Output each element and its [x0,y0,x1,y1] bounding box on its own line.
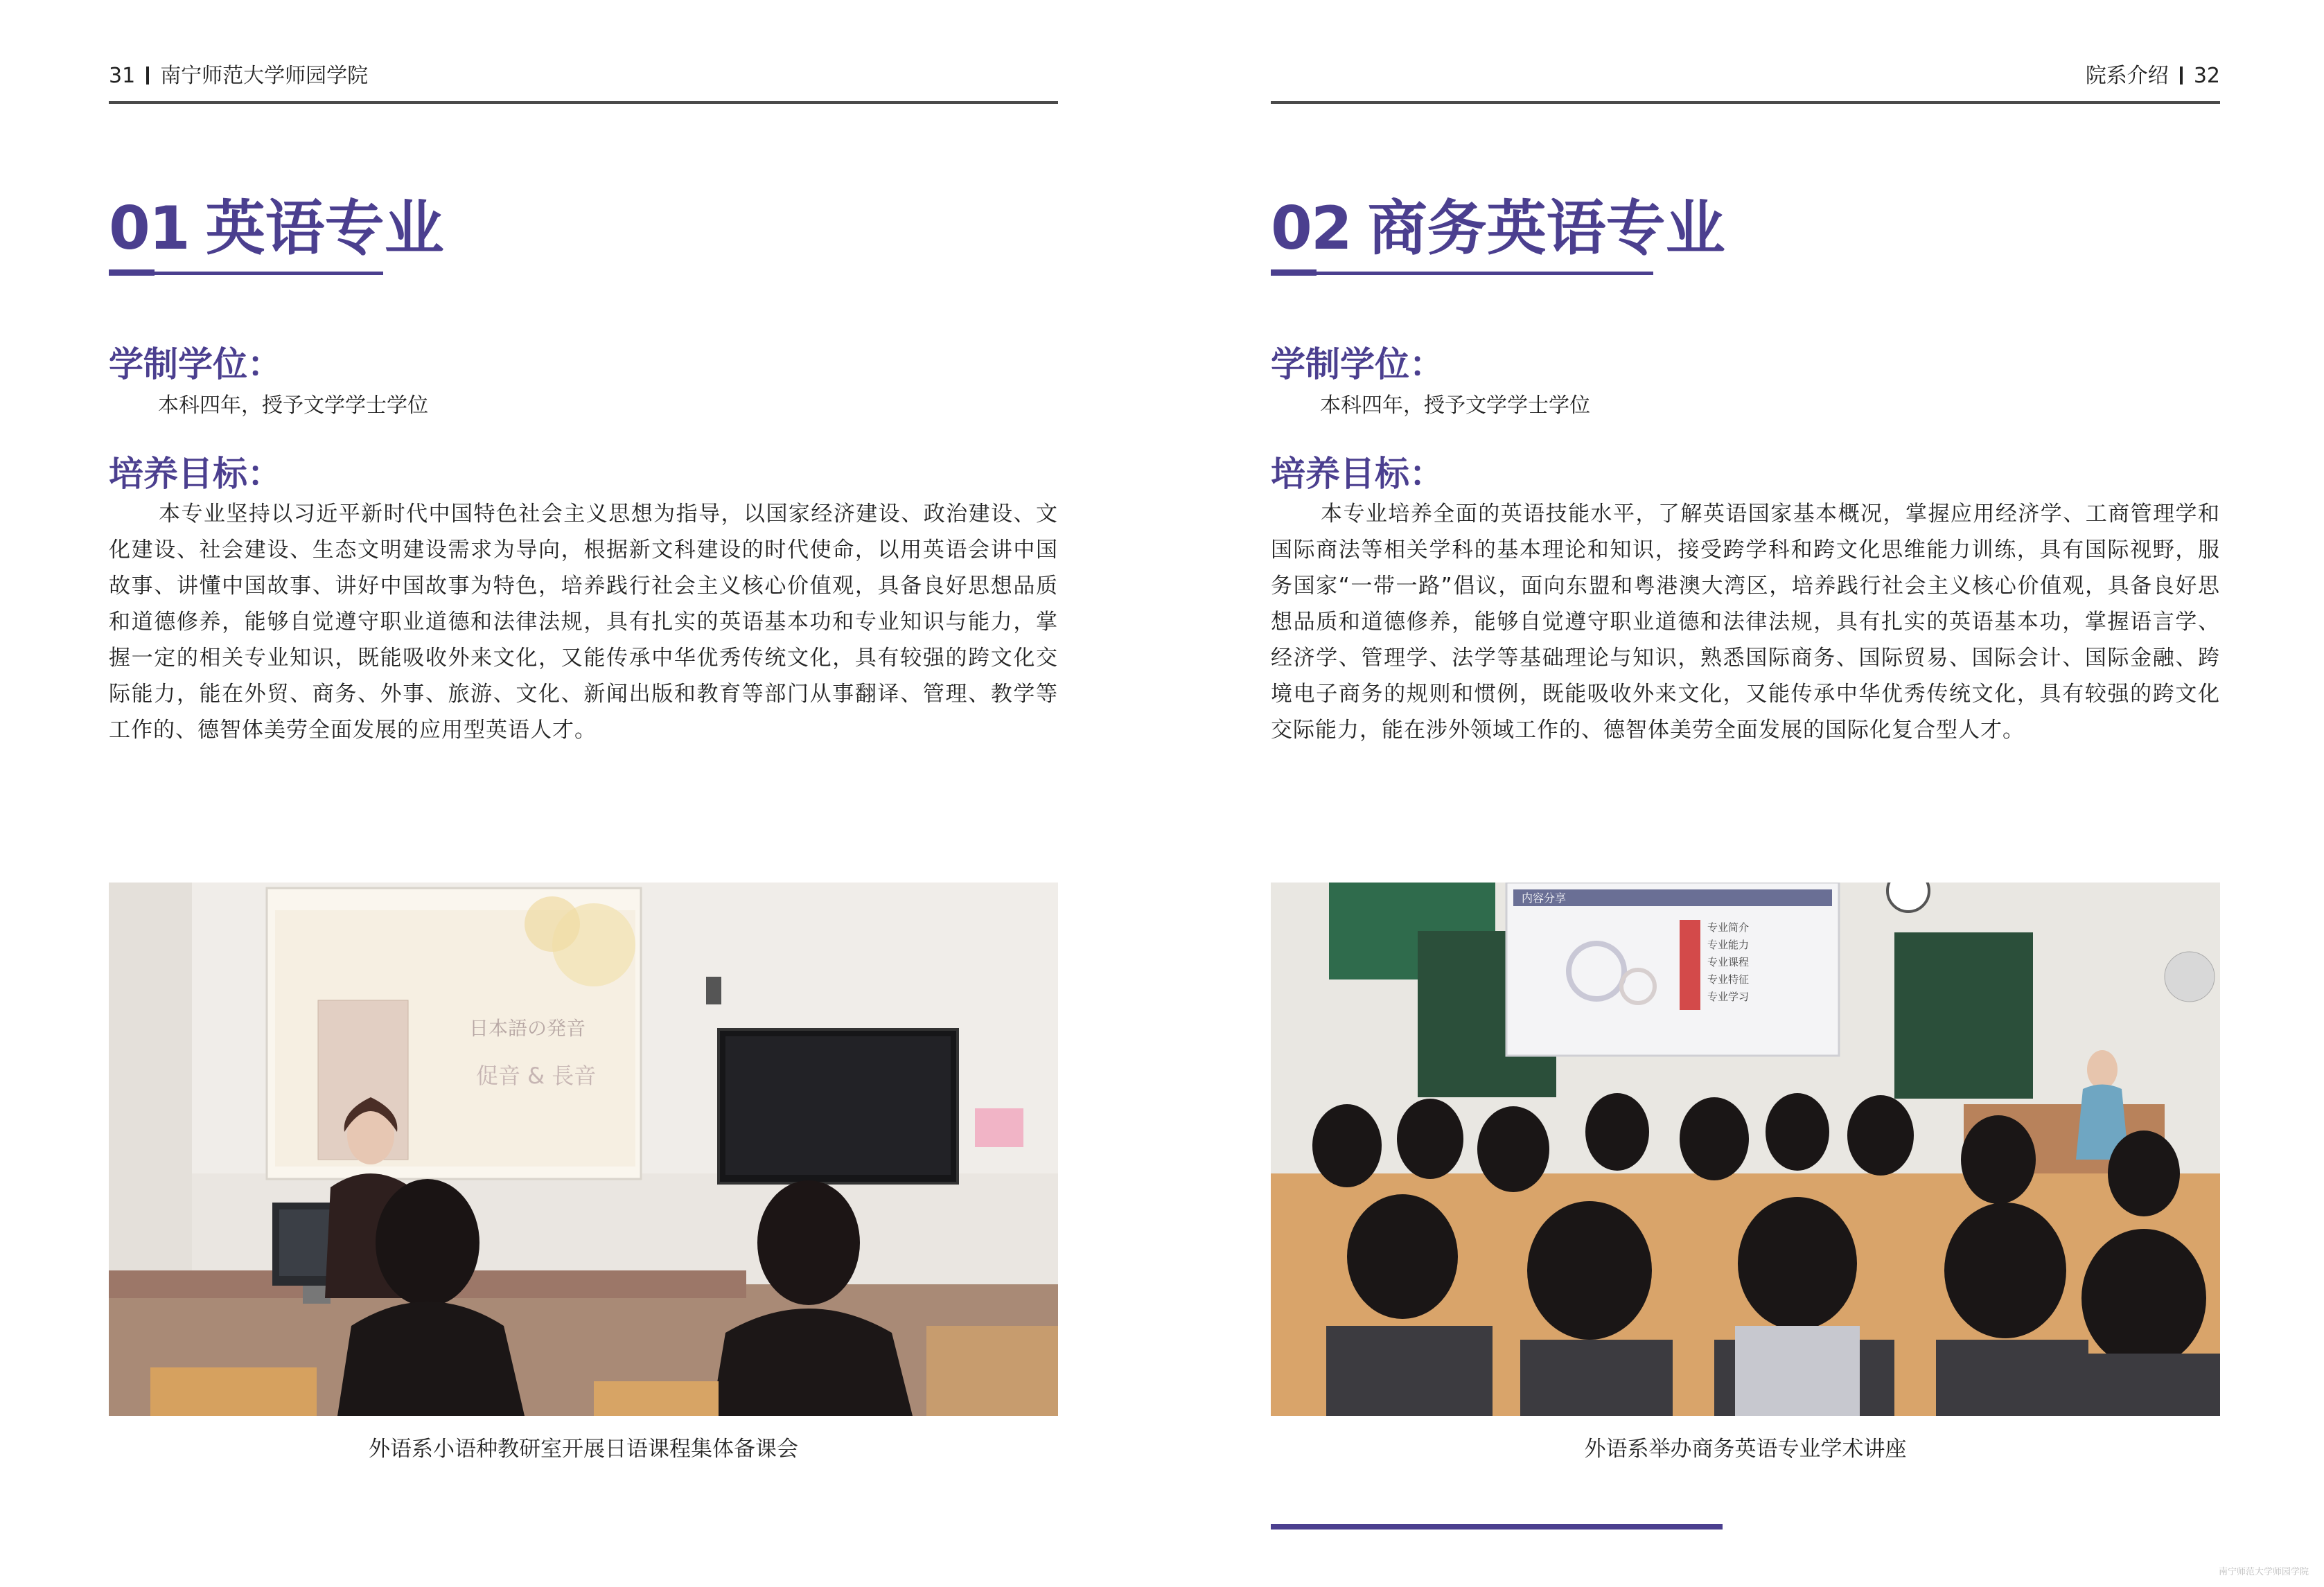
page-number: 32 [2193,64,2220,88]
header-rule [1271,101,2220,104]
degree-text: 本科四年，授予文学学士学位 [158,393,428,418]
slide-item: 专业能力 [1707,939,1750,951]
major-name: 商务英语专业 [1367,194,1725,263]
page-header [1271,58,2220,93]
watermark: 南宁师范大学师园学院 [2218,1567,2309,1577]
school-name: 南宁师范大学师园学院 [160,64,369,88]
right-page [1162,0,2324,1587]
slide-item: 专业特征 [1707,973,1750,986]
degree-heading: 学制学位： [1271,344,1444,384]
header-rule [109,101,1058,104]
goal-heading: 培养目标： [1271,454,1444,494]
section-name: 院系介绍 [2085,64,2169,88]
slide-subtitle: 促音 & 長音 [476,1063,597,1089]
slide-title: 日本語の発音 [469,1017,586,1040]
header-separator [2180,67,2183,85]
degree-heading: 学制学位： [109,344,282,384]
photo-caption: 外语系举办商务英语专业学术讲座 [1584,1437,1907,1462]
major-title [109,194,444,263]
footer-accent-line [1271,1524,1723,1530]
major-title [1271,194,1725,263]
photo-japanese-meeting [109,883,1058,1416]
goal-text: 本专业坚持以习近平新时代中国特色社会主义思想为指导，以国家经济建设、政治建设、文化建设、社会建设、生态文明建设需求为导向，根据新文科建设的时代使命，以用英语会讲中国故事、讲懂中国故事、讲好中国故事为特色，培养践行社会主义核心价值观，具备良好思想品质和道德修养，能够自觉遵守职业道德和法律法规，具有扎实的英语基本功和专业知识与能力，掌握一定的相关专业知识，既能吸收外来文化，又能传承中华优秀传统文化，具有较强的跨文化交际能力，能在外贸、商务、外事、旅游、文化、新闻出版和教育等部门从事翻译、管理、教学等工作的、德智体美劳全面发展的应用型英语人才。 [109,502,1058,743]
major-name: 英语专业 [205,194,444,263]
photo-caption: 外语系小语种教研室开展日语课程集体备课会 [369,1437,798,1462]
header-separator [146,67,149,85]
goal-text: 本专业培养全面的英语技能水平，了解英语国家基本概况，掌握应用经济学、工商管理学和国际商法等相关学科的基本理论和知识，接受跨学科和跨文化思维能力训练，具有国际视野，服务国家“一带一路”倡议，面向东盟和粤港澳大湾区，培养践行社会主义核心价值观，具备良好思想品质和道德修养，能够自觉遵守职业道德和法律法规，具有扎实的英语基本功，掌握语言学、经济学、管理学、法学等基础理论与知识，熟悉国际商务、国际贸易、国际会计、国际金融、跨境电子商务的规则和惯例，既能吸收外来文化，又能传承中华优秀传统文化，具有较强的跨文化交际能力，能在涉外领域工作的、德智体美劳全面发展的国际化复合型人才。 [1271,502,2220,743]
slide-item: 专业简介 [1707,921,1750,934]
major-number: 01 [109,194,189,263]
slide-item: 专业课程 [1707,956,1750,968]
photo-business-lecture [1271,883,2220,1416]
degree-text: 本科四年，授予文学学士学位 [1320,393,1590,418]
goal-heading: 培养目标： [109,454,282,494]
page-number: 31 [109,64,136,88]
major-number: 02 [1271,194,1351,263]
slide-title: 内容分享 [1522,892,1567,905]
title-underline [109,272,383,275]
slide-item: 专业学习 [1707,991,1750,1003]
title-underline [1271,272,1653,275]
page-header [109,58,1058,93]
